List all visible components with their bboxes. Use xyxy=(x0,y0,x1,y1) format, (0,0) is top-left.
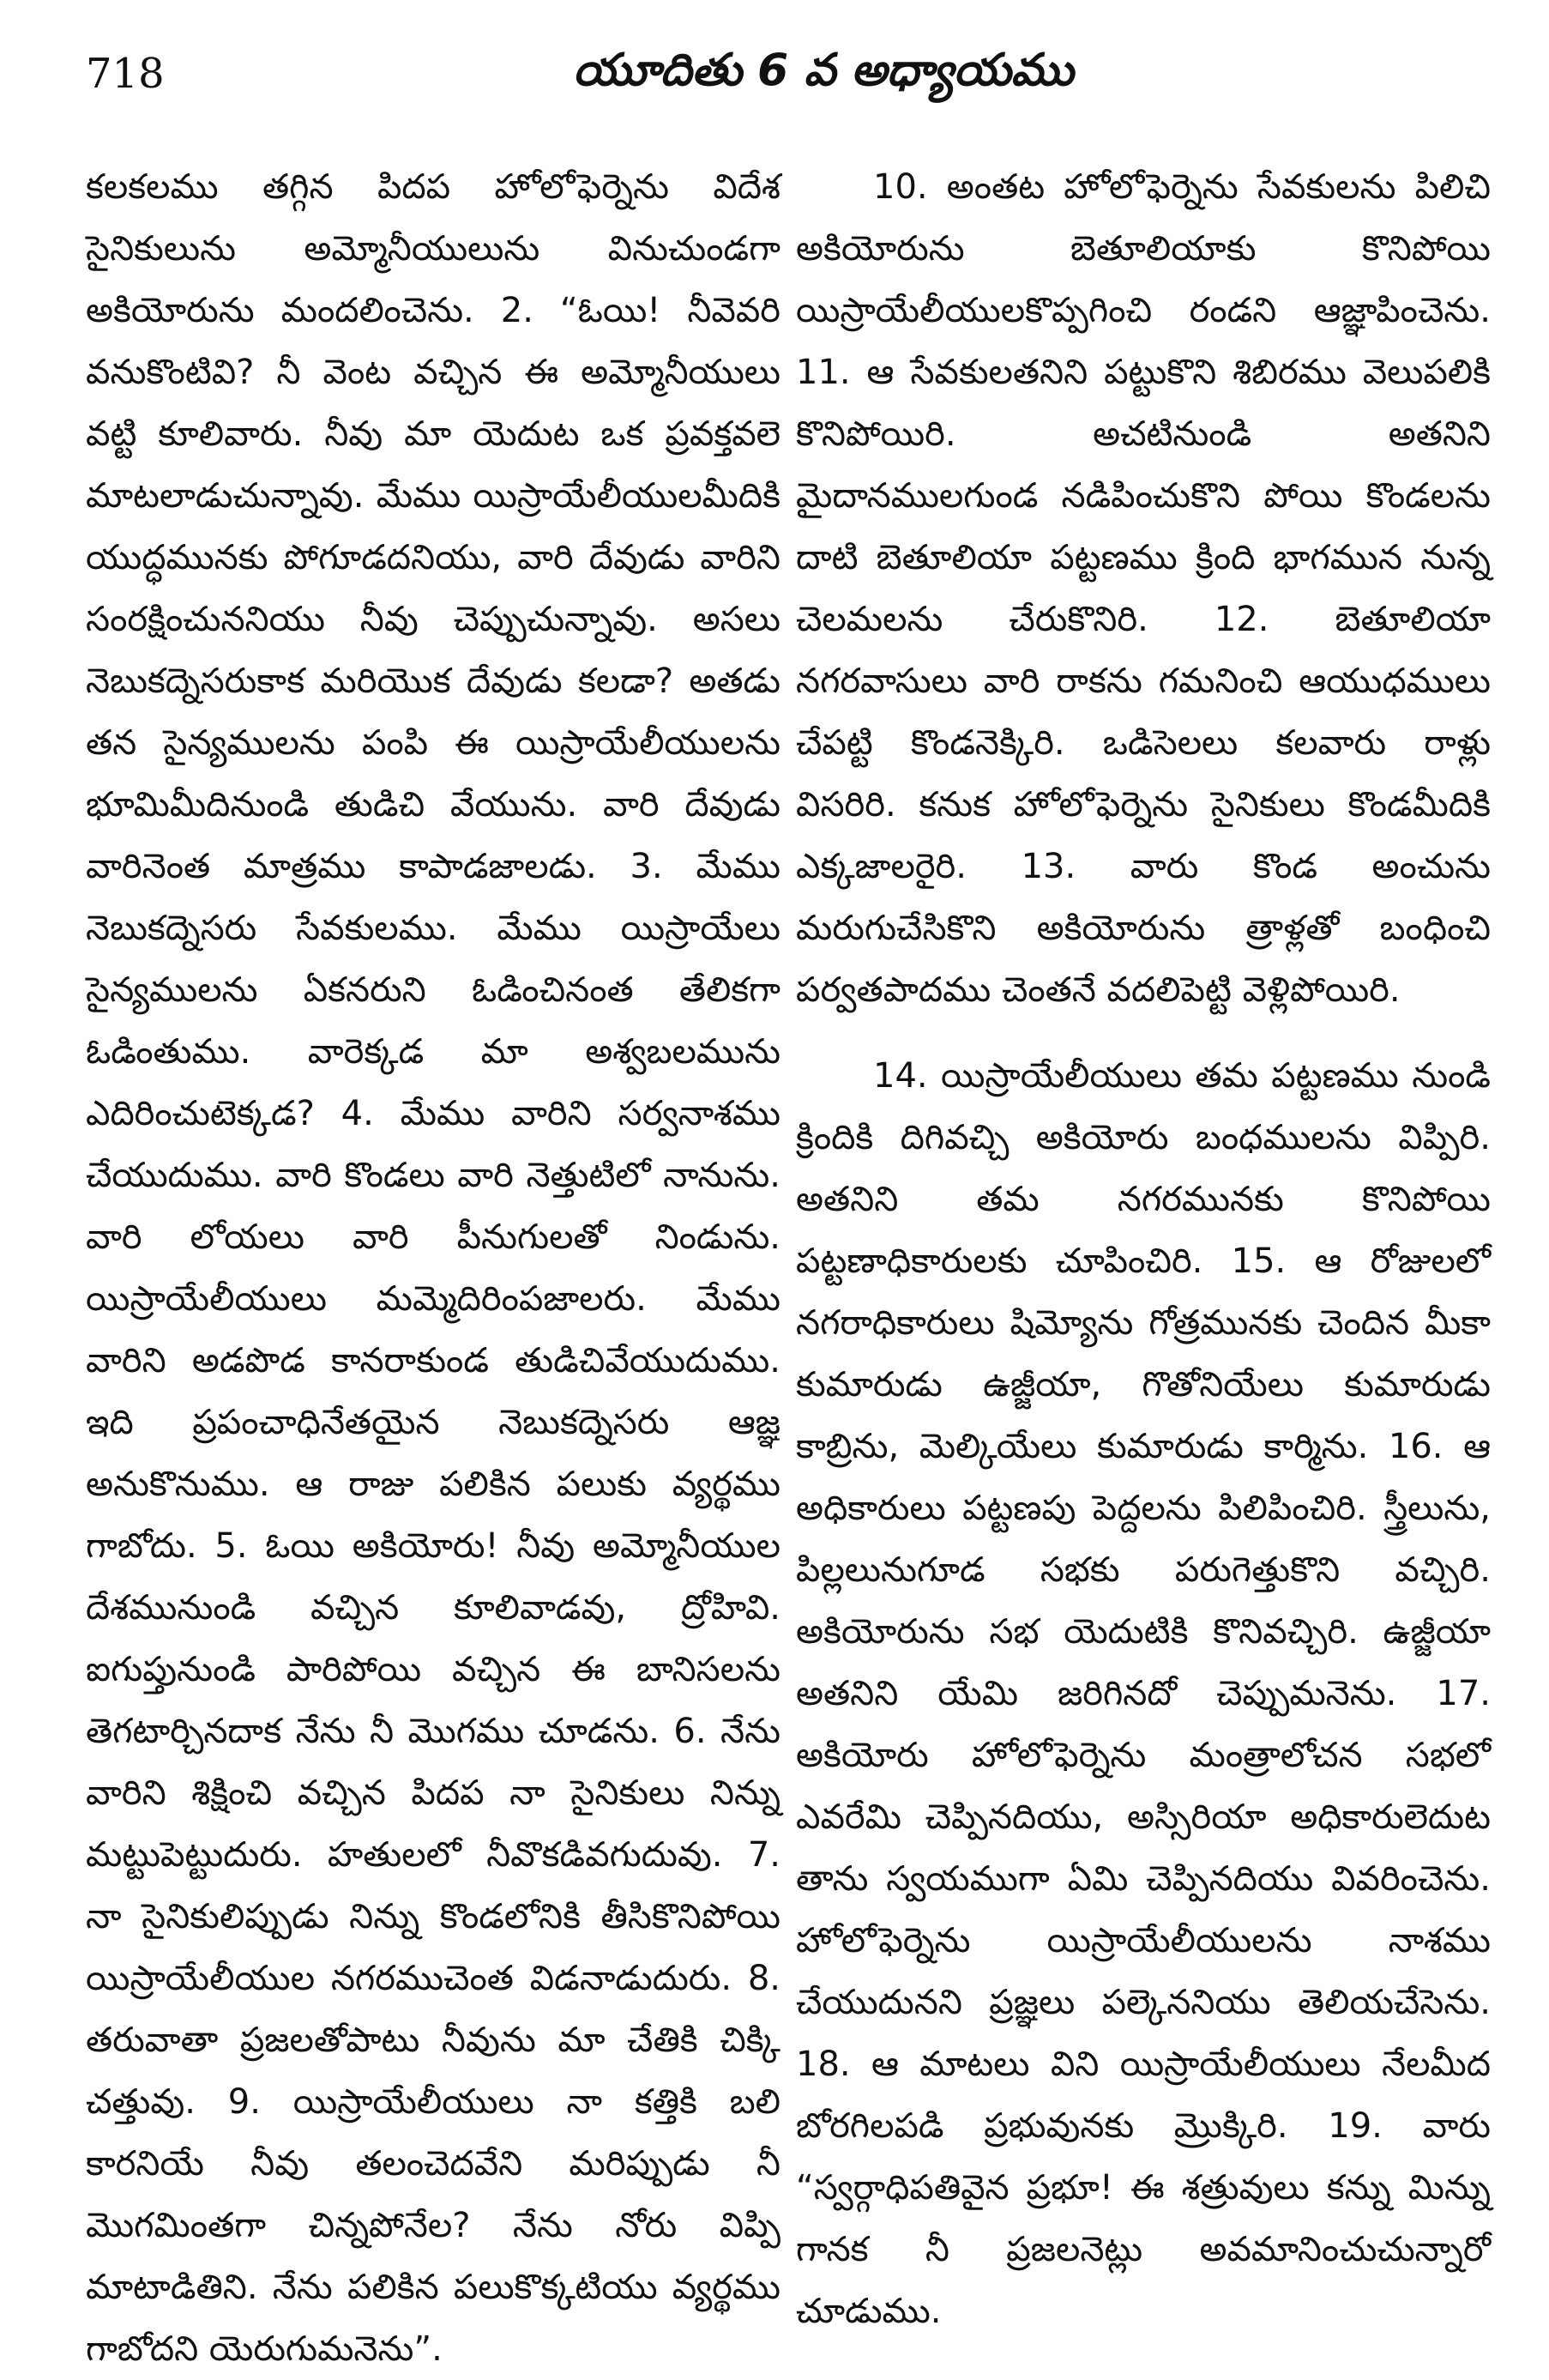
paragraph: 14. యిస్రాయేలీయులు తమ పట్టణము నుండి క్రిందికి దిగివచ్చి అకియోరు బంధములను విప్పిరి. అతనిని తమ నగరమునకు కొనిపోయి పట్టణాధికారులకు చూపించిరి. 15. ఆ రోజులలో నగరాధికారులు షిమ్యోను గోత్రమునకు చెందిన మీకా కుమారుడు ఉజ్జీయా, గొతోనియేలు కుమారుడు కాబ్రిను, మెల్కియేలు కుమారుడు కార్మిను. 16. ఆ అధికారులు పట్టణపు పెద్దలను పిలిపించిరి. స్త్రీలును, పిల్లలునుగూడ సభకు పరుగెత్తుకొని వచ్చిరి. అకియోరును సభ యెదుటికి కొనివచ్చిరి. ఉజ్జీయా అతనిని యేమి జరిగినదో చెప్పుమనెను. 17. అకియోరు హోలోఫెర్నెను మంత్రాలోచన సభలో ఎవరేమి చెప్పినదియు, అస్సిరియా అధికారులెదుట తాను స్వయముగా ఏమి చెప్పినదియు వివరించెను. హోలోఫెర్నెను యిస్రాయేలీయులను నాశము చేయుదునని ప్రజ్ఞలు పల్కెననియు తెలియచేసెను. 18. ఆ మాటలు విని యిస్రాయేలీయులు నేలమీద బోరగిలపడి ప్రభువునకు మ్రొక్కిరి. 19. వారు “స్వర్గాధిపతివైన ప్రభూ! ఈ శత్రువులు కన్ను మిన్ను గానక నీ ప్రజలనెట్లు అవమానించుచున్నారో చూడుము. xyxy=(796,1056,1491,2331)
running-title: యూదితు 6 వ అధ్యాయము xyxy=(573,45,1074,96)
right-column xyxy=(796,156,1491,2342)
left-column xyxy=(86,156,781,2380)
page-header xyxy=(86,45,1467,113)
paragraph: 10. అంతట హోలోఫెర్నెను సేవకులను పిలిచి అకియోరును బెతూలియాకు కొనిపోయి యిస్రాయేలీయులకొప్పగించి రండని ఆజ్ఞాపించెను. 11. ఆ సేవకులతనిని పట్టుకొని శిబిరము వెలుపలికి కొనిపోయిరి. అచటినుండి అతనిని మైదానములగుండ నడిపించుకొని పోయి కొండలను దాటి బెతూలియా పట్టణము క్రింది భాగమున నున్న చెలమలను చేరుకొనిరి. 12. బెతూలియా నగరవాసులు వారి రాకను గమనించి ఆయుధములు చేపట్టి కొండనెక్కిరి. ఒడిసెలలు కలవారు రాళ్లు విసరిరి. కనుక హోలోఫెర్నెను సైనికులు కొండమీదికి ఎక్కజాలరైరి. 13. వారు కొండ అంచును మరుగుచేసికొని అకియోరును త్రాళ్లతో బంధించి పర్వతపాదము చెంతనే వదలిపెట్టి వెళ్లిపోయిరి. xyxy=(796,167,1491,1010)
page-number: 718 xyxy=(86,50,165,98)
paragraph: కలకలము తగ్గిన పిదప హోలోఫెర్నెను విదేశ సైనికులును అమ్మోనీయులును వినుచుండగా అకియోరును మందలించెను. 2. “ఓయి! నీవెవరి వనుకొంటివి? నీ వెంట వచ్చిన ఈ అమ్మోనీయులు వట్టి కూలివారు. నీవు మా యెదుట ఒక ప్రవక్తవలె మాటలాడుచున్నావు. మేము యిస్రాయేలీయులమీదికి యుద్ధమునకు పోగూడదనియు, వారి దేవుడు వారిని సంరక్షించుననియు నీవు చెప్పుచున్నావు. అసలు నెబుకద్నెసరుకాక మరియొక దేవుడు కలడా? అతడు తన సైన్యములను పంపి ఈ యిస్రాయేలీయులను భూమిమీదినుండి తుడిచి వేయును. వారి దేవుడు వారినెంత మాత్రము కాపాడజాలడు. 3. మేము నెబుకద్నెసరు సేవకులము. మేము యిస్రాయేలు సైన్యములను ఏకనరుని ఓడించినంత తేలికగా ఓడింతుము. వారెక్కడ మా అశ్వబలమును ఎదిరించుటెక్కడ? 4. మేము వారిని సర్వనాశము చేయుదుము. వారి కొండలు వారి నెత్తుటిలో నానును. వారి లోయలు వారి పీనుగులతో నిండును. యిస్రాయేలీయులు మమ్మెదిరింపజాలరు. మేము వారిని అడపొడ కానరాకుండ తుడిచివేయుదుము. ఇది ప్రపంచాధినేతయైన నెబుకద్నెసరు ఆజ్ఞ అనుకొనుము. ఆ రాజు పలికిన పలుకు వ్యర్థము గాబోదు. 5. ఓయి అకియోరు! నీవు అమ్మోనీయుల దేశమునుండి వచ్చిన కూలివాడవు, ద్రోహివి. ఐగుప్తునుండి పారిపోయి వచ్చిన ఈ బానిసలను తెగటార్చినదాక నేను నీ మొగము చూడను. 6. నేను వారిని శిక్షించి వచ్చిన పిదప నా సైనికులు నిన్ను మట్టుపెట్టుదురు. హతులలో నీవొకడివగుదువు. 7. నా సైనికులిప్పుడు నిన్ను కొండలోనికి తీసికొనిపోయి యిస్రాయేలీయుల నగరముచెంత విడనాడుదురు. 8. తరువాతా ప్రజలతోపాటు నీవును మా చేతికి చిక్కి చత్తువు. 9. యిస్రాయేలీయులు నా కత్తికి బలి కారనియే నీవు తలంచెదవేని మరిప్పుడు నీ మొగమింతగా చిన్నపోనేల? నేను నోరు విప్పి మాటాడితిని. నేను పలికిన పలుకొక్కటియు వ్యర్థము గాబోదని యెరుగుమనెను”. xyxy=(86,167,781,2369)
